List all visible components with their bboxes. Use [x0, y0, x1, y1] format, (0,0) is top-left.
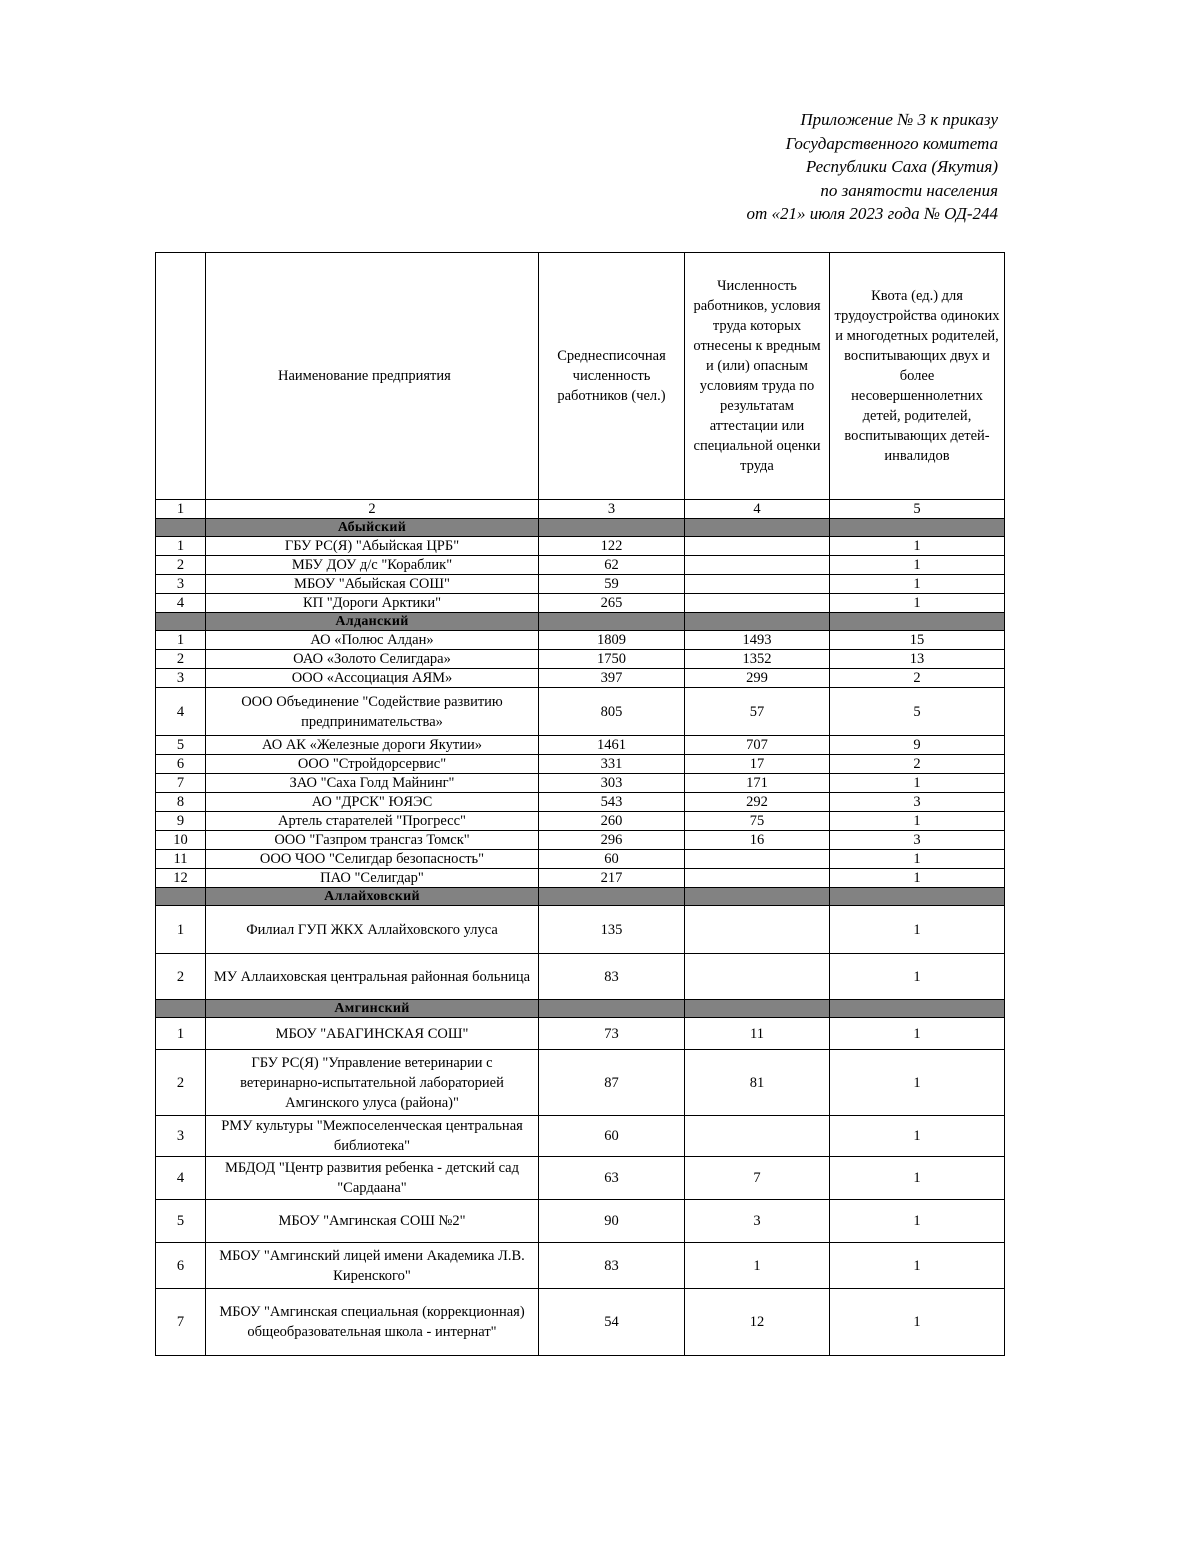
row-number: 2 [156, 650, 206, 669]
column-header-quota: Квота (ед.) для трудоустройства одиноких и многодетных родителей, воспитывающих двух и более несовершеннолетних детей, родителей, воспитывающих детей-инвалидов [830, 253, 1005, 500]
harmful-count: 57 [685, 688, 830, 736]
quota-value: 1 [830, 774, 1005, 793]
average-count: 60 [539, 850, 685, 869]
table-row [156, 1116, 1005, 1157]
column-number: 1 [156, 500, 206, 519]
table-row [156, 812, 1005, 831]
harmful-count [685, 575, 830, 594]
table-row [156, 906, 1005, 954]
average-count: 83 [539, 1243, 685, 1289]
enterprise-name: МУ Аллаиховская центральная районная больница [206, 954, 539, 1000]
table-row [156, 1018, 1005, 1050]
enterprise-name: МБОУ "Абыйская СОШ" [206, 575, 539, 594]
table-row [156, 688, 1005, 736]
row-number: 7 [156, 1289, 206, 1356]
row-number: 1 [156, 537, 206, 556]
region-cell [539, 888, 685, 906]
region-name: Алданский [206, 613, 539, 631]
table-row [156, 575, 1005, 594]
harmful-count [685, 850, 830, 869]
enterprise-name: АО АК «Железные дороги Якутии» [206, 736, 539, 755]
header-line: Приложение № 3 к приказу [800, 110, 998, 129]
average-count: 805 [539, 688, 685, 736]
region-cell [539, 519, 685, 537]
quota-value: 1 [830, 575, 1005, 594]
header-line: от «21» июля 2023 года № ОД-244 [746, 204, 998, 223]
row-number: 3 [156, 575, 206, 594]
row-number: 2 [156, 1050, 206, 1116]
region-cell [830, 1000, 1005, 1018]
quota-value: 2 [830, 755, 1005, 774]
harmful-count [685, 537, 830, 556]
region-name: Аллайховский [206, 888, 539, 906]
column-header-average-count: Среднесписочная численность работников (чел.) [539, 253, 685, 500]
table-row [156, 537, 1005, 556]
enterprise-name: Артель старателей "Прогресс" [206, 812, 539, 831]
average-count: 1809 [539, 631, 685, 650]
quota-value: 9 [830, 736, 1005, 755]
average-count: 303 [539, 774, 685, 793]
quota-value: 1 [830, 1157, 1005, 1200]
row-number: 5 [156, 1200, 206, 1243]
quota-value: 1 [830, 1200, 1005, 1243]
quota-value: 3 [830, 793, 1005, 812]
header-line: Государственного комитета [785, 133, 998, 153]
enterprise-name: МБОУ "Амгинская СОШ №2" [206, 1200, 539, 1243]
column-number: 4 [685, 500, 830, 519]
harmful-count [685, 594, 830, 613]
quota-value: 1 [830, 850, 1005, 869]
region-row [156, 519, 1005, 537]
average-count: 54 [539, 1289, 685, 1356]
average-count: 260 [539, 812, 685, 831]
row-number: 4 [156, 1157, 206, 1200]
enterprise-name: АО «Полюс Алдан» [206, 631, 539, 650]
quota-value: 1 [830, 594, 1005, 613]
average-count: 543 [539, 793, 685, 812]
enterprise-name: Филиал ГУП ЖКХ Аллайховского улуса [206, 906, 539, 954]
region-cell [539, 1000, 685, 1018]
region-name: Амгинский [206, 1000, 539, 1018]
table-row [156, 774, 1005, 793]
enterprise-name: ГБУ РС(Я) "Управление ветеринарии с ветеринарно-испытательной лабораторией Амгинского улуса (района)" [206, 1050, 539, 1116]
average-count: 73 [539, 1018, 685, 1050]
enterprise-name: ООО Объединение "Содействие развитию предпринимательства» [206, 688, 539, 736]
quota-value: 1 [830, 1018, 1005, 1050]
average-count: 135 [539, 906, 685, 954]
row-number: 5 [156, 736, 206, 755]
harmful-count: 299 [685, 669, 830, 688]
column-number: 5 [830, 500, 1005, 519]
table-row [156, 631, 1005, 650]
region-cell [156, 613, 206, 631]
header-line: по занятости населения [820, 180, 998, 200]
enterprise-name: МБУ ДОУ д/с "Кораблик" [206, 556, 539, 575]
average-count: 1461 [539, 736, 685, 755]
enterprise-name: МБОУ "Амгинская специальная (коррекционная) общеобразовательная школа - интернат" [206, 1289, 539, 1356]
average-count: 59 [539, 575, 685, 594]
enterprise-name: МБОУ "Амгинский лицей имени Академика Л.В. Киренского" [206, 1243, 539, 1289]
average-count: 62 [539, 556, 685, 575]
table-row [156, 556, 1005, 575]
row-number: 1 [156, 906, 206, 954]
enterprise-name: ООО "Стройдорсервис" [206, 755, 539, 774]
table-row [156, 1050, 1005, 1116]
table-row [156, 736, 1005, 755]
column-number: 2 [206, 500, 539, 519]
table-row [156, 1243, 1005, 1289]
row-number: 4 [156, 594, 206, 613]
enterprise-name: ООО "Газпром трансгаз Томск" [206, 831, 539, 850]
average-count: 60 [539, 1116, 685, 1157]
table-row [156, 1289, 1005, 1356]
average-count: 90 [539, 1200, 685, 1243]
row-number: 2 [156, 954, 206, 1000]
table-row [156, 793, 1005, 812]
region-cell [830, 888, 1005, 906]
quota-table [155, 252, 1005, 1356]
enterprise-name: ЗАО "Саха Голд Майнинг" [206, 774, 539, 793]
average-count: 331 [539, 755, 685, 774]
harmful-count: 16 [685, 831, 830, 850]
region-cell [685, 613, 830, 631]
quota-value: 3 [830, 831, 1005, 850]
table-row [156, 594, 1005, 613]
average-count: 265 [539, 594, 685, 613]
region-cell [830, 519, 1005, 537]
table-row [156, 755, 1005, 774]
table-row [156, 669, 1005, 688]
document-header [746, 108, 998, 226]
quota-value: 5 [830, 688, 1005, 736]
enterprise-name: МБДОД "Центр развития ребенка - детский сад "Сардаана" [206, 1157, 539, 1200]
harmful-count: 1 [685, 1243, 830, 1289]
quota-value: 1 [830, 906, 1005, 954]
table-row [156, 831, 1005, 850]
harmful-count: 1352 [685, 650, 830, 669]
harmful-count: 75 [685, 812, 830, 831]
header-line: Республики Саха (Якутия) [805, 157, 998, 176]
average-count: 217 [539, 869, 685, 888]
region-row [156, 888, 1005, 906]
harmful-count: 81 [685, 1050, 830, 1116]
quota-value: 2 [830, 669, 1005, 688]
region-cell [156, 888, 206, 906]
table-header-row [156, 253, 1005, 500]
enterprise-name: КП "Дороги Арктики" [206, 594, 539, 613]
row-number: 6 [156, 1243, 206, 1289]
enterprise-name: АО "ДРСК" ЮЯЭС [206, 793, 539, 812]
harmful-count: 292 [685, 793, 830, 812]
region-cell [685, 1000, 830, 1018]
enterprise-name: ГБУ РС(Я) "Абыйская ЦРБ" [206, 537, 539, 556]
column-numbers-row [156, 500, 1005, 519]
region-row [156, 613, 1005, 631]
row-number: 3 [156, 1116, 206, 1157]
harmful-count [685, 954, 830, 1000]
row-number: 8 [156, 793, 206, 812]
row-number: 1 [156, 631, 206, 650]
quota-value: 1 [830, 537, 1005, 556]
quota-value: 1 [830, 556, 1005, 575]
column-header-name: Наименование предприятия [206, 253, 539, 500]
row-number: 6 [156, 755, 206, 774]
table-row [156, 869, 1005, 888]
harmful-count [685, 1116, 830, 1157]
harmful-count: 3 [685, 1200, 830, 1243]
harmful-count: 171 [685, 774, 830, 793]
row-number: 11 [156, 850, 206, 869]
column-header-harmful-count: Численность работников, условия труда которых отнесены к вредным и (или) опасным условиям труда по результатам аттестации или специальной оценки труда [685, 253, 830, 500]
average-count: 1750 [539, 650, 685, 669]
table-row [156, 954, 1005, 1000]
quota-value: 1 [830, 1050, 1005, 1116]
enterprise-name: РМУ культуры "Межпоселенческая центральная библиотека" [206, 1116, 539, 1157]
quota-value: 1 [830, 954, 1005, 1000]
enterprise-name: ООО «Ассоциация АЯМ» [206, 669, 539, 688]
row-number: 4 [156, 688, 206, 736]
row-number: 2 [156, 556, 206, 575]
average-count: 397 [539, 669, 685, 688]
harmful-count: 7 [685, 1157, 830, 1200]
quota-value: 1 [830, 1289, 1005, 1356]
region-cell [685, 888, 830, 906]
enterprise-name: ОАО «Золото Селигдара» [206, 650, 539, 669]
row-number: 9 [156, 812, 206, 831]
quota-value: 1 [830, 1116, 1005, 1157]
harmful-count: 11 [685, 1018, 830, 1050]
region-cell [830, 613, 1005, 631]
quota-value: 1 [830, 869, 1005, 888]
column-number: 3 [539, 500, 685, 519]
row-number: 3 [156, 669, 206, 688]
harmful-count: 17 [685, 755, 830, 774]
region-row [156, 1000, 1005, 1018]
harmful-count [685, 869, 830, 888]
table-row [156, 1157, 1005, 1200]
harmful-count [685, 556, 830, 575]
enterprise-name: ООО ЧОО "Селигдар безопасность" [206, 850, 539, 869]
column-header-number [156, 253, 206, 500]
table-row [156, 850, 1005, 869]
region-cell [685, 519, 830, 537]
harmful-count: 1493 [685, 631, 830, 650]
average-count: 87 [539, 1050, 685, 1116]
row-number: 7 [156, 774, 206, 793]
quota-value: 13 [830, 650, 1005, 669]
row-number: 12 [156, 869, 206, 888]
region-cell [539, 613, 685, 631]
row-number: 1 [156, 1018, 206, 1050]
harmful-count: 12 [685, 1289, 830, 1356]
quota-value: 1 [830, 1243, 1005, 1289]
average-count: 296 [539, 831, 685, 850]
quota-value: 15 [830, 631, 1005, 650]
region-cell [156, 519, 206, 537]
enterprise-name: ПАО "Селигдар" [206, 869, 539, 888]
row-number: 10 [156, 831, 206, 850]
average-count: 63 [539, 1157, 685, 1200]
table-row [156, 1200, 1005, 1243]
table-row [156, 650, 1005, 669]
region-cell [156, 1000, 206, 1018]
enterprise-name: МБОУ "АБАГИНСКАЯ СОШ" [206, 1018, 539, 1050]
quota-value: 1 [830, 812, 1005, 831]
harmful-count: 707 [685, 736, 830, 755]
harmful-count [685, 906, 830, 954]
average-count: 122 [539, 537, 685, 556]
region-name: Абыйский [206, 519, 539, 537]
average-count: 83 [539, 954, 685, 1000]
